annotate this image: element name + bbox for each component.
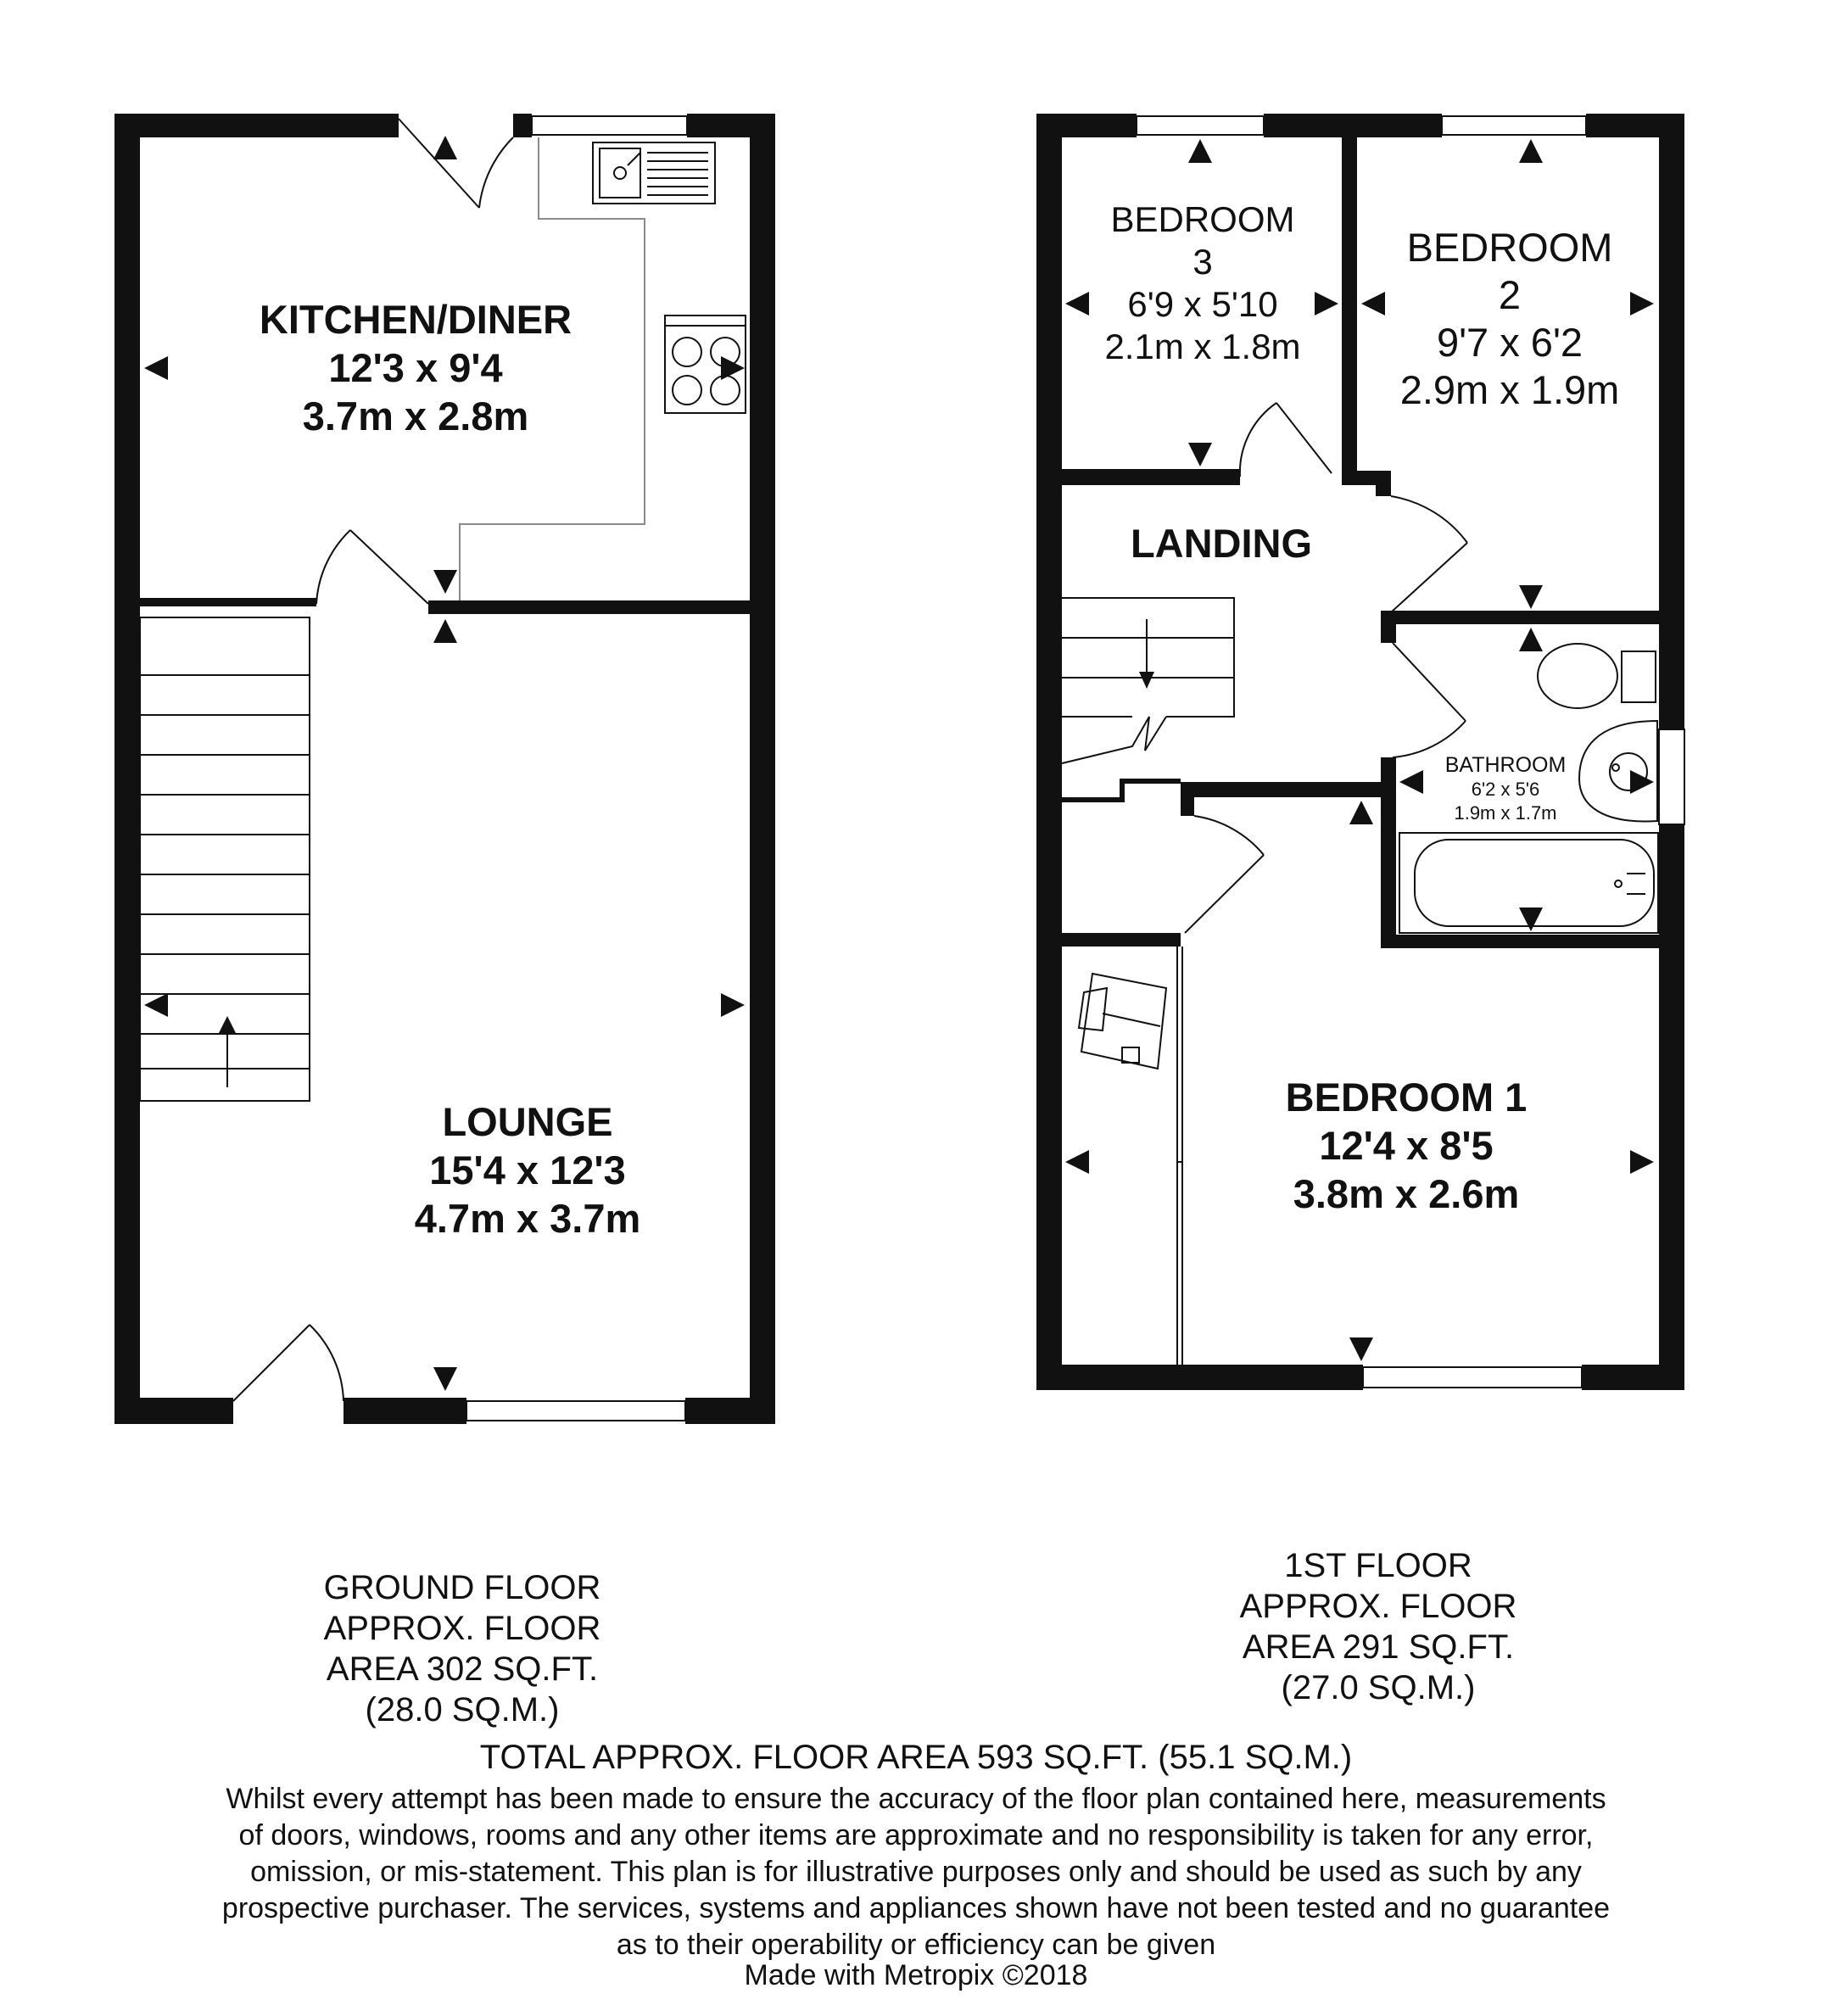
bedroom2-door (1391, 543, 1467, 612)
kitchen-name: KITCHEN/DINER (259, 297, 572, 342)
caption-line: (27.0 SQ.M.) (1281, 1669, 1476, 1706)
caption-line: GROUND FLOOR (323, 1569, 601, 1606)
lounge-metric: 4.7m x 3.7m (414, 1196, 641, 1241)
wall (1036, 114, 1137, 137)
wall (114, 1398, 233, 1424)
wall (1036, 114, 1062, 1390)
wall (1062, 469, 1240, 485)
ground-floor-caption (293, 1567, 632, 1730)
toilet-icon (1538, 644, 1656, 708)
wall (344, 1398, 466, 1424)
caption-line: AREA 302 SQ.FT. (326, 1650, 599, 1688)
basin-icon (1579, 721, 1657, 821)
wall (1264, 114, 1442, 137)
bedroom1-name: BEDROOM 1 (1285, 1075, 1528, 1120)
bedroom2-name-line2: 2 (1498, 272, 1522, 317)
door (350, 530, 428, 604)
staircase (140, 617, 310, 1101)
bedroom2-window (1442, 116, 1586, 135)
landing-staircase (1062, 598, 1234, 763)
caption-line: APPROX. FLOOR (323, 1610, 601, 1647)
door-swing (1240, 403, 1276, 477)
door-swing (1393, 721, 1466, 757)
wall (140, 598, 316, 606)
disclaimer: Whilst every attempt has been made to ensure the accuracy of the floor plan contained here, measurements of doors, windows, rooms and any other items are approximate and no responsibility is taken for any error, omission, or mis-statement. This plan is for illustrative purposes only and should be used as such by any prospective purchaser. The services, systems and appliances shown have not been tested and no guarantee as to their operability or efficiency can be given (221, 1783, 1611, 1961)
bedroom2-name-line1: BEDROOM (1406, 225, 1613, 270)
door-swing (316, 530, 350, 604)
first-floor-caption (1209, 1545, 1548, 1708)
wall (687, 114, 775, 137)
door-swing (1391, 496, 1467, 543)
caption-line: (28.0 SQ.M.) (365, 1691, 560, 1728)
total-floor-area: TOTAL APPROX. FLOOR AREA 593 SQ.FT. (55.1 SQ.M.) (479, 1739, 1353, 1776)
caption-line: 1ST FLOOR (1284, 1547, 1472, 1584)
door-swing (310, 1325, 344, 1401)
wall (1120, 779, 1125, 802)
lounge-imperial: 15'4 x 12'3 (429, 1148, 626, 1192)
kitchen-metric: 3.7m x 2.8m (302, 394, 529, 438)
metropix-credit: Made with Metropix ©2018 (744, 1959, 1088, 1991)
front-door (233, 1325, 310, 1401)
caption-line: APPROX. FLOOR (1239, 1588, 1517, 1625)
bedroom3-window (1137, 116, 1264, 135)
bathroom-door (1393, 643, 1466, 721)
bedroom2-imperial: 9'7 x 6'2 (1436, 320, 1583, 365)
bedroom1-door (1185, 855, 1264, 933)
wall (1062, 797, 1120, 802)
wall (1120, 779, 1181, 784)
sink-icon (593, 142, 715, 204)
kitchen-imperial: 12'3 x 9'4 (328, 345, 503, 390)
landing-name: LANDING (1130, 521, 1313, 566)
wall (1062, 933, 1181, 947)
first-floor-plan (1036, 114, 1684, 1390)
bedroom3-name-line2: 3 (1192, 242, 1213, 282)
ground-floor-plan (114, 114, 775, 1424)
door (399, 119, 479, 208)
bedroom1-metric: 3.8m x 2.6m (1293, 1171, 1520, 1216)
wall (1381, 611, 1659, 624)
wall (1582, 1365, 1684, 1390)
bathroom-window (1659, 729, 1684, 824)
bedroom3-imperial: 6'9 x 5'10 (1127, 284, 1278, 324)
bathroom-name: BATHROOM (1444, 753, 1567, 777)
bedroom2-metric: 2.9m x 1.9m (1399, 367, 1620, 412)
bedroom3-name-line1: BEDROOM (1110, 199, 1295, 239)
wall (1381, 611, 1396, 643)
bedroom1-imperial: 12'4 x 8'5 (1319, 1123, 1494, 1168)
wall (1342, 137, 1357, 485)
kitchen-window (532, 116, 687, 135)
bedroom1-window (1363, 1367, 1582, 1388)
door-swing (1194, 816, 1264, 855)
wall (1381, 935, 1659, 948)
bathroom-metric: 1.9m x 1.7m (1454, 802, 1557, 824)
wall (1376, 471, 1391, 496)
wall (1181, 782, 1381, 797)
wall (114, 114, 399, 137)
bathroom-imperial: 6'2 x 5'6 (1471, 779, 1540, 800)
bedroom3-metric: 2.1m x 1.8m (1104, 327, 1301, 366)
wardrobe-icon (1079, 974, 1166, 1069)
lounge-name: LOUNGE (442, 1099, 613, 1144)
lounge-window (466, 1401, 685, 1421)
wall (114, 114, 140, 1424)
wall (750, 114, 775, 1424)
wall (1036, 1365, 1363, 1390)
wall (1381, 757, 1396, 948)
wall (685, 1398, 775, 1424)
bedroom3-door (1276, 403, 1332, 473)
wall (1586, 114, 1684, 137)
caption-line: AREA 291 SQ.FT. (1242, 1628, 1515, 1666)
door-swing (479, 137, 513, 208)
wall (428, 600, 750, 614)
wall (513, 114, 532, 137)
wall (1181, 782, 1194, 816)
